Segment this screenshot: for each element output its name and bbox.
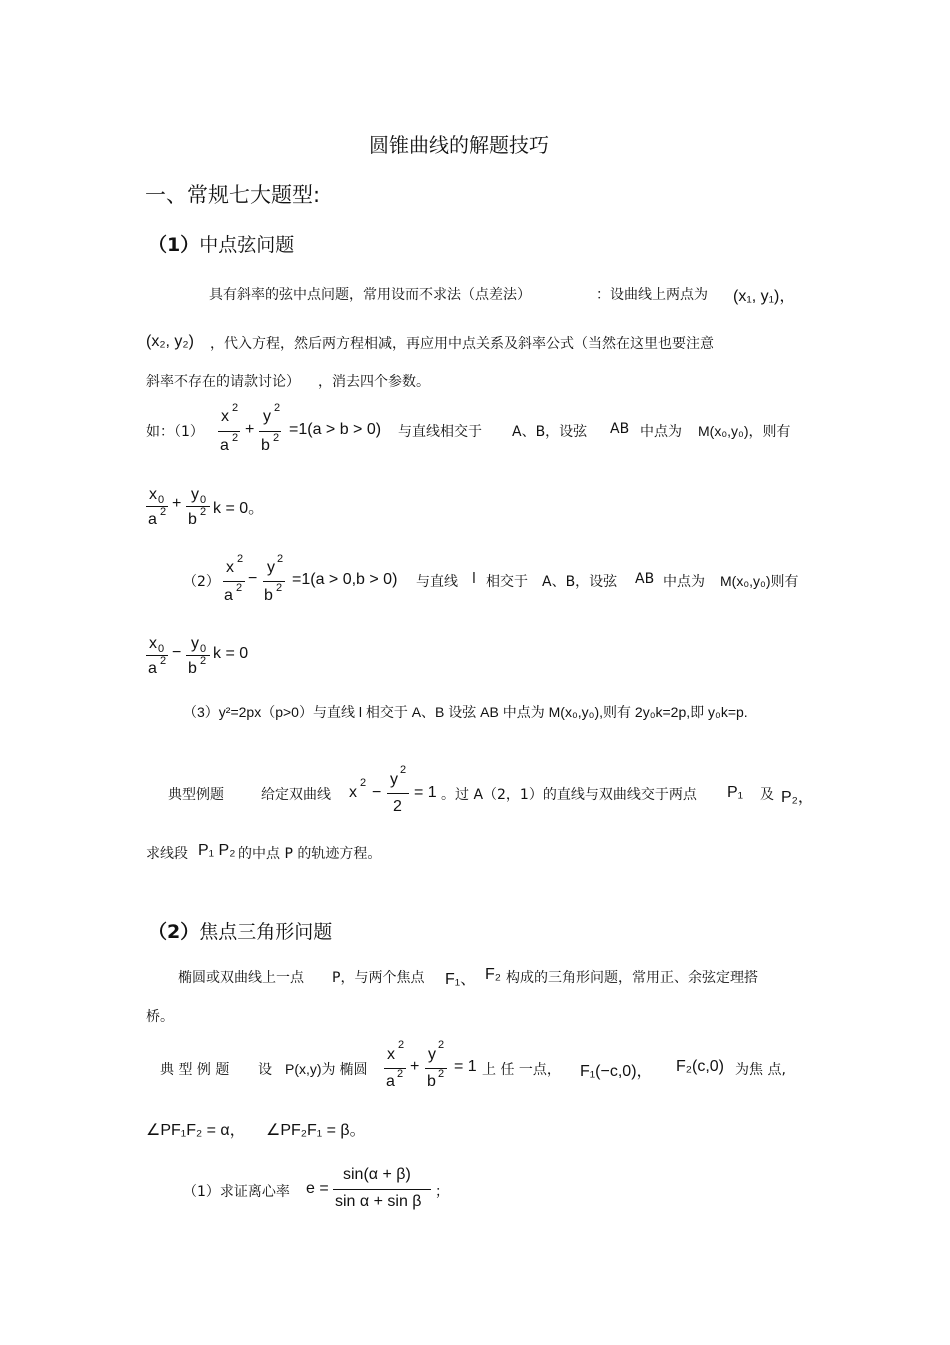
typical-p2: P₂， bbox=[781, 789, 814, 806]
example-3-line: （3）y²=2px（p>0）与直线 l 相交于 A、B 设弦 AB 中点为 M(x₀,y₀),则有 2y₀k=2p,即 y₀k=p. bbox=[183, 704, 748, 720]
intro-text-4: 斜率不存在的请款讨论） bbox=[146, 374, 300, 390]
frac-denominator: b bbox=[427, 1073, 436, 1090]
frac-numerator: y bbox=[267, 559, 275, 576]
typical-text-1: 给定双曲线 bbox=[261, 787, 331, 803]
superscript: 2 bbox=[236, 582, 243, 594]
heading-text: 焦点三角形问题 bbox=[199, 921, 333, 943]
heading-number: （2） bbox=[148, 921, 200, 943]
minus-sign: − bbox=[248, 570, 258, 587]
hyperbola-x: x bbox=[349, 784, 357, 801]
typical-p1: P₁ bbox=[727, 784, 744, 801]
intro-text-5: ，消去四个参数。 bbox=[318, 374, 430, 390]
subscript: 0 bbox=[200, 643, 207, 655]
frac-denominator: a bbox=[386, 1073, 395, 1090]
point-2: (x₂, y₂) bbox=[146, 333, 194, 350]
typical-equation: = 1 bbox=[414, 784, 437, 801]
eccentricity-e: e = bbox=[306, 1180, 329, 1197]
heading-text: 中点弦问题 bbox=[199, 234, 295, 256]
focus-intro-1: 椭圆或双曲线上一点 bbox=[178, 970, 304, 986]
page-title: 圆锥曲线的解题技巧 bbox=[369, 133, 549, 157]
subscript: 0 bbox=[158, 494, 165, 506]
section-heading: 一、常规七大题型: bbox=[145, 183, 321, 207]
minus-sign: − bbox=[372, 784, 382, 801]
fraction-bar bbox=[333, 1189, 431, 1190]
superscript: 2 bbox=[438, 1039, 445, 1051]
superscript: 2 bbox=[237, 553, 244, 565]
frac-numerator: y bbox=[428, 1046, 436, 1063]
frac-denominator: a bbox=[148, 660, 157, 677]
frac-numerator: x bbox=[387, 1046, 395, 1063]
superscript: 2 bbox=[232, 402, 239, 414]
superscript: 2 bbox=[232, 432, 239, 444]
subscript: 0 bbox=[200, 494, 207, 506]
frac-numerator: y bbox=[263, 408, 271, 425]
subsection-heading-2 bbox=[148, 917, 332, 944]
example-2-ab2: AB bbox=[635, 571, 655, 587]
question-1-label: （1）求证离心率 bbox=[183, 1184, 290, 1200]
example-2-label: （2） bbox=[183, 574, 220, 590]
focus-intro-p: P，与两个焦点 bbox=[332, 970, 425, 986]
example-1-label: 如：（1） bbox=[146, 424, 204, 440]
typical2-f1: F₁(−c,0)， bbox=[580, 1063, 653, 1080]
example-1-mid: 中点为 bbox=[640, 424, 682, 440]
frac-numerator: y bbox=[191, 486, 199, 503]
focus-intro-3: 桥。 bbox=[146, 1009, 174, 1025]
point-1: (x₁, y₁)， bbox=[733, 288, 796, 305]
superscript: 2 bbox=[273, 432, 280, 444]
subsection-heading-1 bbox=[148, 230, 294, 257]
intro-text-1: 具有斜率的弦中点问题，常用设而不求法（点差法） bbox=[209, 287, 531, 303]
example-1-text: 与直线相交于 bbox=[398, 424, 482, 440]
subscript: 0 bbox=[158, 643, 165, 655]
example-2-result: k = 0 bbox=[213, 645, 249, 662]
example-2-ab: A、B，设弦 bbox=[542, 574, 618, 590]
typical2-set: 设 bbox=[258, 1062, 272, 1078]
plus-sign: + bbox=[245, 421, 255, 438]
frac-denominator: 2 bbox=[393, 798, 402, 815]
typical-p1p2: P₁ P₂ bbox=[198, 842, 236, 859]
frac-numerator: x bbox=[226, 559, 234, 576]
frac-denominator: b bbox=[188, 511, 197, 528]
typical-and: 及 bbox=[760, 787, 774, 803]
superscript: 2 bbox=[400, 764, 407, 776]
superscript: 2 bbox=[160, 506, 167, 518]
heading-number: （1） bbox=[148, 234, 200, 256]
superscript: 2 bbox=[274, 402, 281, 414]
question-1-end: ； bbox=[435, 1184, 449, 1200]
hyperbola-condition: =1(a > 0,b > 0) bbox=[292, 571, 398, 588]
focus-f2: F₂ bbox=[485, 966, 501, 983]
example-1-ab: A、B，设弦 bbox=[512, 424, 588, 440]
frac-denominator: a bbox=[148, 511, 157, 528]
typical-text-3: 求线段 bbox=[146, 846, 188, 862]
frac-numerator: x bbox=[221, 408, 229, 425]
superscript: 2 bbox=[360, 777, 367, 789]
angle-alpha: ∠PF₁F₂ = α， bbox=[146, 1122, 246, 1139]
fraction-bar bbox=[186, 506, 210, 507]
eccentricity-denominator: sin α + sin β bbox=[335, 1193, 422, 1210]
frac-denominator: b bbox=[261, 437, 270, 454]
frac-numerator: x bbox=[149, 486, 157, 503]
typical2-pxy: P(x,y)为 椭圆 bbox=[285, 1061, 368, 1077]
superscript: 2 bbox=[438, 1068, 445, 1080]
typical2-f2: F₂(c,0) bbox=[676, 1058, 724, 1075]
fraction-bar bbox=[387, 793, 409, 794]
typical-label: 典型例题 bbox=[168, 787, 224, 803]
intro-text-2: ：设曲线上两点为 bbox=[596, 287, 708, 303]
frac-denominator: b bbox=[264, 587, 273, 604]
focus-f1: F₁、 bbox=[445, 971, 477, 988]
example-2-text: 与直线 bbox=[416, 574, 458, 590]
example-2-mid: 中点为 bbox=[663, 574, 705, 590]
superscript: 2 bbox=[277, 553, 284, 565]
typical2-equation: = 1 bbox=[454, 1058, 477, 1075]
focus-intro-2: 构成的三角形问题，常用正、余弦定理搭 bbox=[506, 970, 758, 986]
ellipse-condition: =1(a > b > 0) bbox=[289, 421, 382, 438]
typical-text-4: 的中点 P 的轨迹方程。 bbox=[238, 846, 382, 862]
superscript: 2 bbox=[398, 1039, 405, 1051]
frac-denominator: a bbox=[220, 437, 229, 454]
frac-denominator: a bbox=[224, 587, 233, 604]
superscript: 2 bbox=[397, 1068, 404, 1080]
plus-sign: + bbox=[172, 495, 182, 512]
example-1-ab2: AB bbox=[610, 421, 630, 437]
example-1-m: M(x₀,y₀)，则有 bbox=[698, 423, 791, 439]
typical2-label: 典 型 例 题 bbox=[160, 1062, 230, 1078]
example-2-m: M(x₀,y₀)则有 bbox=[720, 573, 799, 589]
example-2-l: l bbox=[472, 571, 476, 587]
frac-numerator: y bbox=[390, 771, 398, 788]
example-1-result: k = 0。 bbox=[213, 500, 265, 517]
fraction-bar bbox=[186, 655, 210, 656]
angle-beta: ∠PF₂F₁ = β。 bbox=[266, 1122, 366, 1139]
intro-text-3: ，代入方程，然后两方程相减，再应用中点关系及斜率公式（当然在这里也要注意 bbox=[210, 336, 714, 352]
typical2-text-1: 上 任 一点， bbox=[482, 1062, 561, 1078]
typical-text-2: 。过 A（2，1）的直线与双曲线交于两点 bbox=[441, 787, 697, 803]
plus-sign: + bbox=[410, 1058, 420, 1075]
superscript: 2 bbox=[200, 506, 207, 518]
example-2-text2: 相交于 bbox=[486, 574, 528, 590]
frac-numerator: y bbox=[191, 635, 199, 652]
superscript: 2 bbox=[200, 655, 207, 667]
frac-numerator: x bbox=[149, 635, 157, 652]
minus-sign: − bbox=[172, 644, 182, 661]
frac-denominator: b bbox=[188, 660, 197, 677]
superscript: 2 bbox=[160, 655, 167, 667]
superscript: 2 bbox=[276, 582, 283, 594]
eccentricity-numerator: sin(α + β) bbox=[343, 1166, 411, 1183]
typical2-text-2: 为焦 点, bbox=[735, 1062, 786, 1078]
